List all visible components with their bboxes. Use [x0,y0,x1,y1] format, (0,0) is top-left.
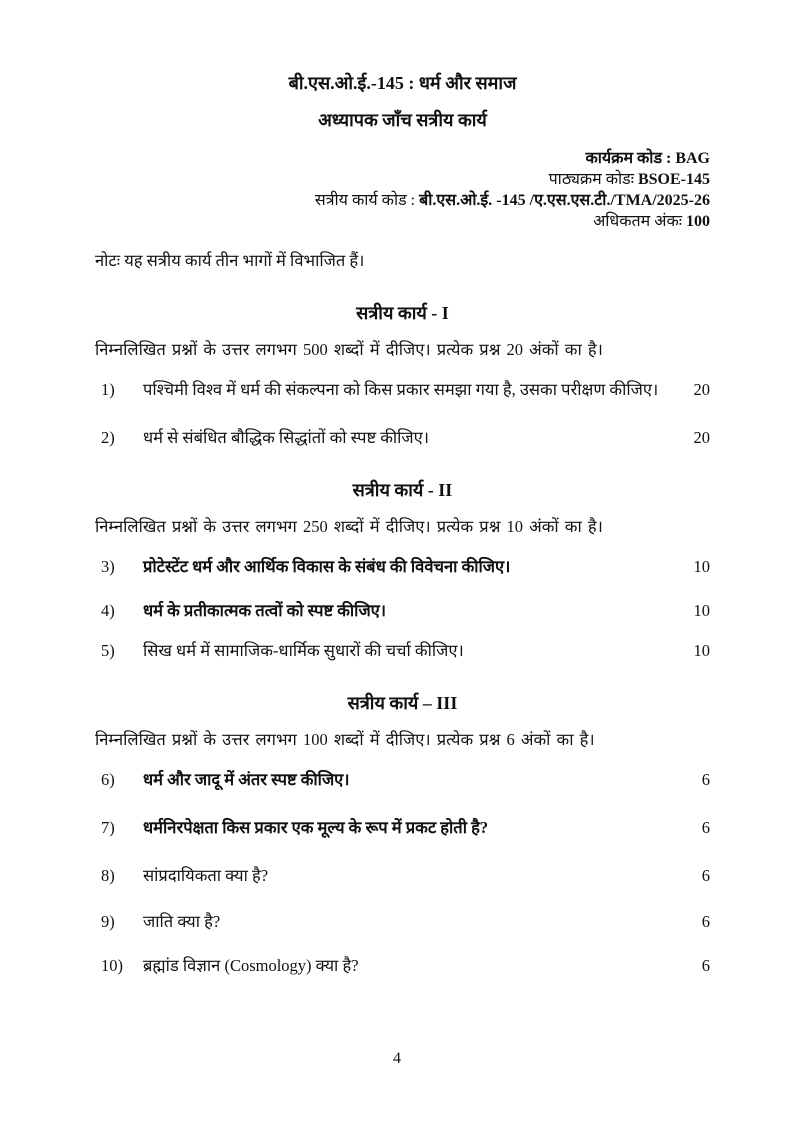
question-row-8 [95,865,710,887]
question-number: 4) [101,601,115,620]
question-text: पश्चिमी विश्व में धर्म की संकल्पना को किस प्रकार समझा गया है, उसका परीक्षण कीजिए। [143,380,659,399]
question-row-4 [95,600,710,622]
max-marks-line [95,211,710,232]
assignment-code-label: सत्रीय कार्य कोड : [314,192,420,209]
note-text: नोटः यह सत्रीय कार्य तीन भागों में विभाजित हैं। [95,251,365,270]
question-number: 1) [101,380,115,399]
question-marks: 6 [701,866,710,885]
question-row-1 [95,379,710,401]
question-number: 5) [101,641,115,660]
question-marks: 20 [693,380,710,399]
question-row-5 [95,640,710,662]
programme-code-value: BAG [675,150,710,167]
question-text: ब्रह्मांड विज्ञान (Cosmology) क्या है? [143,956,359,975]
section-heading-1: सत्रीय कार्य - I [356,303,449,323]
question-number: 6) [101,770,115,789]
programme-code-label: कार्यक्रम कोड : [585,150,676,167]
section-heading-2: सत्रीय कार्य - II [352,480,453,500]
question-marks: 6 [701,912,710,931]
question-text: धर्मनिरपेक्षता किस प्रकार एक मूल्य के रूप में प्रकट होती है? [143,818,489,837]
course-code-label: पाठ्यक्रम कोडः [548,171,638,188]
question-text: धर्म के प्रतीकात्मक तत्वों को स्पष्ट कीजिए। [143,601,387,620]
question-text: धर्म से संबंधित बौद्धिक सिद्धांतों को स्पष्ट कीजिए। [143,428,430,447]
assignment-code-value: बी.एस.ओ.ई. -145 /ए.एस.एस.टी./TMA/2025-26 [419,192,710,209]
question-text: सांप्रदायिकता क्या है? [143,866,269,885]
max-marks-value: 100 [686,213,710,230]
max-marks-label: अधिकतम अंकः [593,213,686,230]
section-instruction-2: निम्नलिखित प्रश्नों के उत्तर लगभग 250 शब्दों में दीजिए। प्रत्येक प्रश्न 10 अंकों का है। [95,517,603,536]
section-heading-3: सत्रीय कार्य – III [347,693,458,713]
question-text: धर्म और जादू में अंतर स्पष्ट कीजिए। [143,770,350,789]
question-text: प्रोटेस्टेंट धर्म और आर्थिक विकास के संबंध की विवेचना कीजिए। [143,557,511,576]
question-marks: 10 [693,557,710,576]
assignment-type-title: अध्यापक जाँच सत्रीय कार्य [318,110,487,130]
course-code-line [95,169,710,190]
question-row-7 [95,817,710,839]
programme-code-line [95,148,710,169]
assignment-code-line [95,190,710,211]
question-number: 8) [101,866,115,885]
section-instruction-3: निम्नलिखित प्रश्नों के उत्तर लगभग 100 शब्दों में दीजिए। प्रत्येक प्रश्न 6 अंकों का है। [95,730,595,749]
question-number: 2) [101,428,115,447]
question-row-2 [95,427,710,449]
question-number: 7) [101,818,115,837]
question-marks: 6 [701,770,710,789]
page-number: 4 [393,1050,401,1067]
question-marks: 6 [701,956,710,975]
course-code-value: BSOE-145 [637,171,710,188]
question-number: 10) [101,956,123,975]
question-marks: 10 [693,641,710,660]
codes-block [95,148,710,232]
course-title: बी.एस.ओ.ई.-145 : धर्म और समाज [288,73,517,93]
question-marks: 6 [701,818,710,837]
question-marks: 10 [693,601,710,620]
question-text: सिख धर्म में सामाजिक-धार्मिक सुधारों की चर्चा कीजिए। [143,641,464,660]
section-instruction-1: निम्नलिखित प्रश्नों के उत्तर लगभग 500 शब्दों में दीजिए। प्रत्येक प्रश्न 20 अंकों का है। [95,340,603,359]
question-row-9 [95,911,710,933]
question-number: 9) [101,912,115,931]
question-row-6 [95,769,710,791]
question-number: 3) [101,557,115,576]
question-row-10 [95,955,710,977]
question-marks: 20 [693,428,710,447]
question-text: जाति क्या है? [143,912,221,931]
question-row-3 [95,556,710,578]
